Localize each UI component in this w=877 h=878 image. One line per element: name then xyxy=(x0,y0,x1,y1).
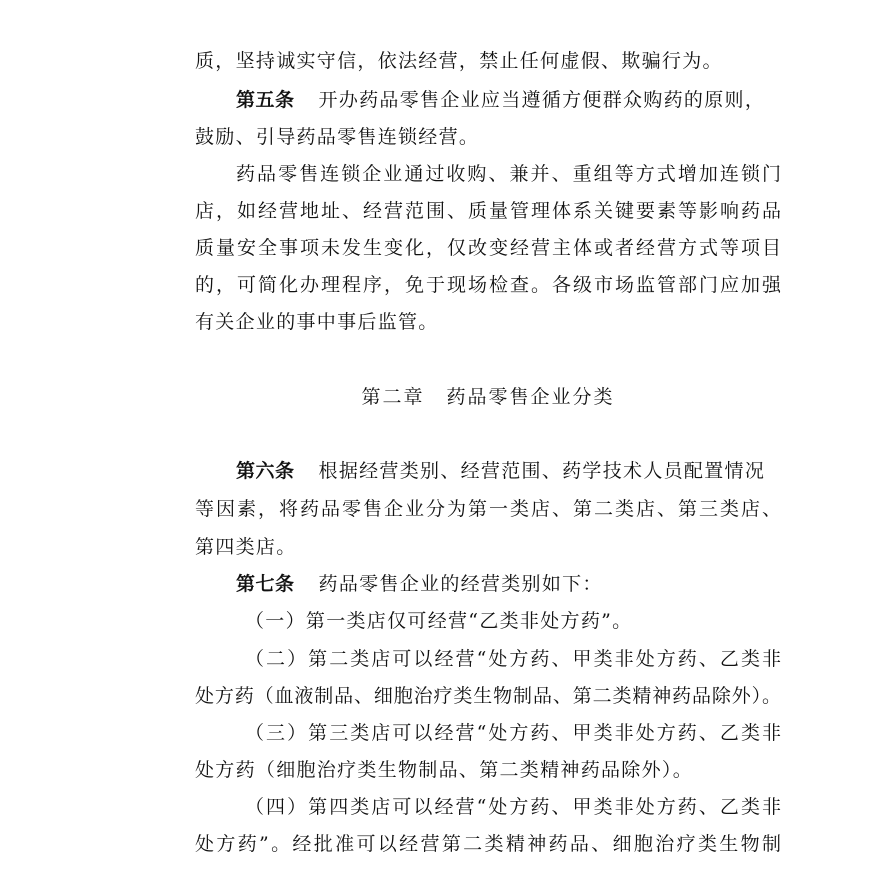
text-line: 质，坚持诚实守信，依法经营，禁止任何虚假、欺骗行为。 xyxy=(195,50,723,72)
chapter-number: 第二章 xyxy=(361,386,425,408)
list-item-2: （二）第二类店可以经营“处方药、甲类非处方药、乙类非 xyxy=(245,648,781,670)
text-line: 鼓励、引导药品零售连锁经营。 xyxy=(195,126,480,148)
text-line: 处方药（细胞治疗类生物制品、第二类精神药品除外）。 xyxy=(195,759,694,781)
article-6-heading: 第六条 xyxy=(236,460,295,482)
list-item-4: （四）第四类店可以经营“处方药、甲类非处方药、乙类非 xyxy=(245,796,781,818)
article-6-line xyxy=(236,458,781,484)
text-line: 药品零售企业的经营类别如下： xyxy=(318,573,603,595)
text-line: 处方药”。经批准可以经营第二类精神药品、细胞治疗类生物制 xyxy=(195,833,781,855)
list-item-3: （三）第三类店可以经营“处方药、甲类非处方药、乙类非 xyxy=(245,722,781,744)
chapter-title: 药品零售企业分类 xyxy=(446,386,615,408)
text-line: 药品零售连锁企业通过收购、兼并、重组等方式增加连锁门 xyxy=(236,163,781,185)
text-line: 有关企业的事中事后监管。 xyxy=(195,311,439,333)
text-line: 的，可简化办理程序，免于现场检查。各级市场监管部门应加强 xyxy=(195,274,781,296)
list-item-1: （一）第一类店仅可经营“乙类非处方药”。 xyxy=(245,610,633,632)
article-5-line xyxy=(236,87,781,113)
article-5-heading: 第五条 xyxy=(236,89,295,111)
article-7-line xyxy=(236,571,781,597)
text-line: 根据经营类别、经营范围、药学技术人员配置情况 xyxy=(318,460,766,482)
text-line: 等因素，将药品零售企业分为第一类店、第二类店、第三类店、 xyxy=(195,498,781,520)
article-7-heading: 第七条 xyxy=(236,573,295,595)
text-line: 第四类店。 xyxy=(195,536,297,558)
chapter-heading xyxy=(195,384,781,410)
text-line: 店，如经营地址、经营范围、质量管理体系关键要素等影响药品 xyxy=(195,200,781,222)
text-line: 开办药品零售企业应当遵循方便群众购药的原则， xyxy=(318,89,766,111)
text-line: 处方药（血液制品、细胞治疗类生物制品、第二类精神药品除外）。 xyxy=(195,685,781,707)
text-line: 质量安全事项未发生变化，仅改变经营主体或者经营方式等项目 xyxy=(195,237,781,259)
